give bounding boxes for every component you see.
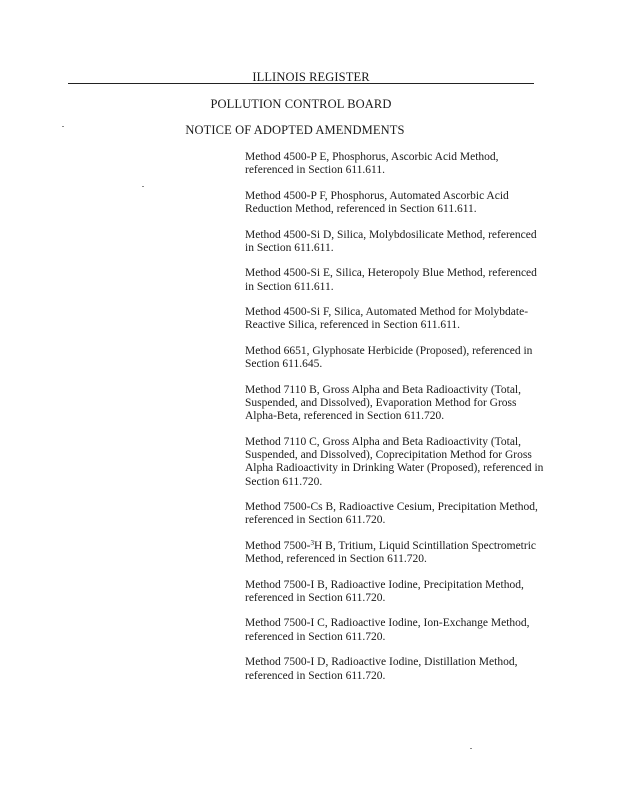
method-entry-tritium — [245, 540, 545, 567]
method-prefix: Method 7500- — [245, 539, 311, 552]
method-entry: Method 4500-Si F, Silica, Automated Method for Molybdate-Reactive Silica, referenced in Section 611.611. — [245, 306, 529, 332]
method-entry: Method 4500-Si D, Silica, Molybdosilicate Method, referenced in Section 611.611. — [245, 228, 537, 254]
method-entry: Method 7500-I C, Radioactive Iodine, Ion-Exchange Method, referenced in Section 611.720. — [245, 617, 530, 643]
method-entry: Method 6651, Glyphosate Herbicide (Proposed), referenced in Section 611.645. — [245, 344, 533, 371]
scan-speck — [470, 748, 472, 749]
method-list — [245, 151, 545, 695]
method-entry: Method 7110 C, Gross Alpha and Beta Radioactivity (Total, Suspended, and Dissolved), Coprecipitation Method for Gross Alpha Radioactivity in Drinking Water (Proposed), referenced in Section 611.720. — [245, 435, 544, 488]
board-title: POLLUTION CONTROL BOARD — [210, 97, 392, 111]
scan-speck — [62, 126, 64, 127]
method-entry: Method 7500-Cs B, Radioactive Cesium, Precipitation Method, referenced in Section 611.720. — [245, 501, 538, 527]
method-rest: H B, Tritium, Liquid Scintillation Spectrometric Method, referenced in Section 611.720. — [245, 539, 536, 566]
register-title: ILLINOIS REGISTER — [252, 70, 370, 84]
scan-speck — [142, 186, 144, 187]
method-entry: Method 7110 B, Gross Alpha and Beta Radioactivity (Total, Suspended, and Dissolved), Evaporation Method for Gross Alpha-Beta, referenced in Section 611.720. — [245, 383, 522, 423]
method-entry: Method 4500-P F, Phosphorus, Automated Ascorbic Acid Reduction Method, referenced in Section 611.611. — [245, 189, 509, 216]
method-entry: Method 7500-I B, Radioactive Iodine, Precipitation Method, referenced in Section 611.720. — [245, 578, 524, 604]
superscript-3: 3 — [310, 538, 314, 547]
method-entry: Method 7500-I D, Radioactive Iodine, Distillation Method, referenced in Section 611.720. — [245, 656, 518, 682]
method-entry: Method 4500-P E, Phosphorus, Ascorbic Acid Method, referenced in Section 611.611. — [245, 151, 499, 177]
method-entry: Method 4500-Si E, Silica, Heteropoly Blue Method, referenced in Section 611.611. — [245, 267, 537, 293]
notice-title: NOTICE OF ADOPTED AMENDMENTS — [185, 123, 405, 137]
